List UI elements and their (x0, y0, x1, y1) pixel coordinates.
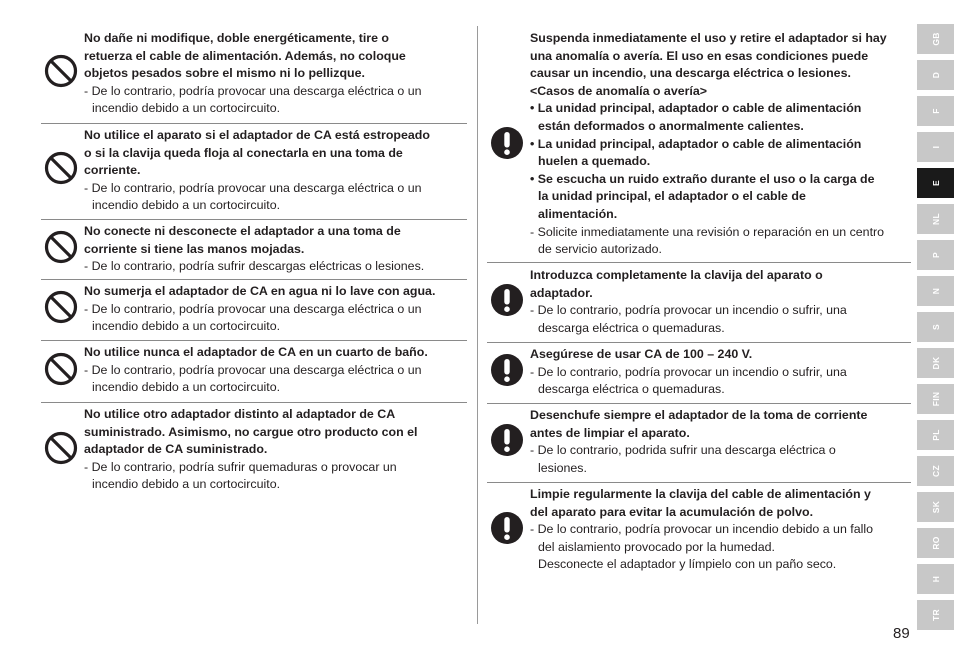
page-number: 89 (893, 625, 910, 642)
language-tab-p[interactable] (917, 240, 954, 270)
warning-note: - De lo contrario, podría provocar una descarga eléctrica o un incendio debido a un cortocircuito. (84, 301, 422, 334)
warning-heading: No utilice nunca el adaptador de CA en un cuarto de baño. (84, 345, 428, 359)
warning-note: - De lo contrario, podría sufrir quemaduras o provocar un incendio debido a un cortocircuito. (84, 459, 397, 492)
exclamation-icon (490, 423, 524, 457)
language-tab-cz[interactable] (917, 456, 954, 486)
caution-entry (487, 403, 911, 482)
warning-note: - De lo contrario, podría provocar una descarga eléctrica o un incendio debido a un cortocircuito. (84, 362, 422, 395)
prohibition-icon (44, 431, 78, 465)
language-tab-label: RO (930, 536, 941, 550)
right-column (487, 26, 911, 578)
warning-entry (41, 26, 467, 123)
language-tab-dk[interactable] (917, 348, 954, 378)
language-tab-label: I (930, 145, 941, 149)
caution-heading: Asegúrese de usar CA de 100 – 240 V. (530, 347, 753, 361)
language-tab-label: CZ (930, 465, 941, 477)
language-tab-label: TR (930, 609, 941, 621)
warning-note: - De lo contrario, podría provocar una descarga eléctrica o un incendio debido a un cortocircuito. (84, 180, 422, 213)
caution-note: - De lo contrario, podría provocar un incendio o sufrir, una descarga eléctrica o quemaduras. (530, 364, 847, 397)
caution-note: - De lo contrario, podrida sufrir una descarga eléctrica o lesiones. (530, 443, 836, 475)
language-tab-label: SK (930, 500, 941, 514)
caution-entry (487, 342, 911, 403)
language-tab-label: E (930, 180, 941, 186)
language-tab-label: PL (930, 429, 941, 441)
language-tab-fin[interactable] (917, 384, 954, 414)
language-tab-label: F (930, 108, 941, 114)
language-tab-e[interactable] (917, 168, 954, 198)
abnormality-item: • La unidad principal, adaptador o cable de alimentación huelen a quemado. (530, 136, 862, 169)
caution-entry (487, 26, 911, 262)
prohibition-icon (44, 54, 78, 88)
language-tab-label: DK (930, 356, 941, 370)
language-tab-ro[interactable] (917, 528, 954, 558)
warning-heading: No utilice otro adaptador distinto al adaptador de CA suministrado. Asimismo, no cargue otro producto con el adaptador de CA suministrado. (84, 407, 418, 457)
warning-heading: No utilice el aparato si el adaptador de CA está estropeado o si la clavija queda floja al conectarla en una toma de corriente. (84, 128, 430, 178)
warning-entry (41, 279, 467, 340)
language-tab-f[interactable] (917, 96, 954, 126)
exclamation-icon (490, 511, 524, 545)
caution-note: - Solicite inmediatamente una revisión o reparación en un centro de servicio autorizado. (530, 224, 885, 257)
caution-heading: Limpie regularmente la clavija del cable de alimentación y del aparato para evitar la acumulación de polvo. (530, 487, 871, 519)
language-tab-label: GB (930, 32, 941, 46)
warning-entry (41, 402, 467, 498)
caution-note: - De lo contrario, podría provocar un incendio o sufrir, una descarga eléctrica o quemaduras. (530, 303, 847, 335)
prohibition-icon (44, 352, 78, 386)
language-tab-label: NL (930, 213, 941, 225)
language-tab-label: P (930, 252, 941, 258)
caution-entry (487, 262, 911, 342)
caution-note: - De lo contrario, podría provocar un incendio debido a un fallo del aislamiento provocado por la humedad. Desconecte el adaptador y límpielo con un paño seco. (530, 522, 874, 572)
language-tab-d[interactable] (917, 60, 954, 90)
caution-heading: Introduzca completamente la clavija del aparato o adaptador. (530, 268, 823, 300)
language-tabs (917, 24, 954, 636)
warning-entry (41, 340, 467, 402)
exclamation-icon (490, 126, 524, 160)
language-tab-pl[interactable] (917, 420, 954, 450)
warning-note: - De lo contrario, podría provocar una descarga eléctrica o un incendio debido a un cortocircuito. (84, 83, 422, 116)
exclamation-icon (490, 283, 524, 317)
caution-heading: Desenchufe siempre el adaptador de la toma de corriente antes de limpiar el aparato. (530, 408, 868, 440)
language-tab-label: D (930, 71, 941, 79)
abnormality-item: • Se escucha un ruido extraño durante el uso o la carga de la unidad principal, el adaptador o el cable de alimentación. (530, 171, 875, 221)
language-tab-sk[interactable] (917, 492, 954, 522)
language-tab-nl[interactable] (917, 204, 954, 234)
language-tab-n[interactable] (917, 276, 954, 306)
prohibition-icon (44, 290, 78, 324)
warning-heading: No sumerja el adaptador de CA en agua ni lo lave con agua. (84, 284, 436, 298)
prohibition-icon (44, 230, 78, 264)
language-tab-tr[interactable] (917, 600, 954, 630)
column-divider (477, 26, 478, 624)
language-tab-label: N (930, 287, 941, 295)
language-tab-gb[interactable] (917, 24, 954, 54)
caution-entry (487, 482, 911, 578)
caution-heading: Suspenda inmediatamente el uso y retire el adaptador si hay una anomalía o avería. El uso en esas condiciones puede causar un incendio, una descarga eléctrica o lesiones. <Casos de anomalía o avería> (530, 31, 887, 98)
language-tab-label: FIN (930, 391, 941, 407)
prohibition-icon (44, 151, 78, 185)
language-tab-i[interactable] (917, 132, 954, 162)
language-tab-label: S (930, 324, 941, 330)
exclamation-icon (490, 353, 524, 387)
language-tab-label: H (930, 575, 941, 583)
warning-note: - De lo contrario, podría sufrir descargas eléctricas o lesiones. (84, 259, 425, 274)
left-column (41, 26, 467, 498)
warning-heading: No conecte ni desconecte el adaptador a una toma de corriente si tiene las manos mojadas. (84, 224, 401, 256)
language-tab-h[interactable] (917, 564, 954, 594)
warning-heading: No dañe ni modifique, doble energéticamente, tire o retuerza el cable de alimentación. Además, no coloque objetos pesados sobre el mismo ni lo pellizque. (84, 31, 406, 81)
abnormality-item: • La unidad principal, adaptador o cable de alimentación están deformados o anormalmente calientes. (530, 101, 862, 133)
language-tab-s[interactable] (917, 312, 954, 342)
warning-entry (41, 123, 467, 219)
warning-entry (41, 219, 467, 279)
